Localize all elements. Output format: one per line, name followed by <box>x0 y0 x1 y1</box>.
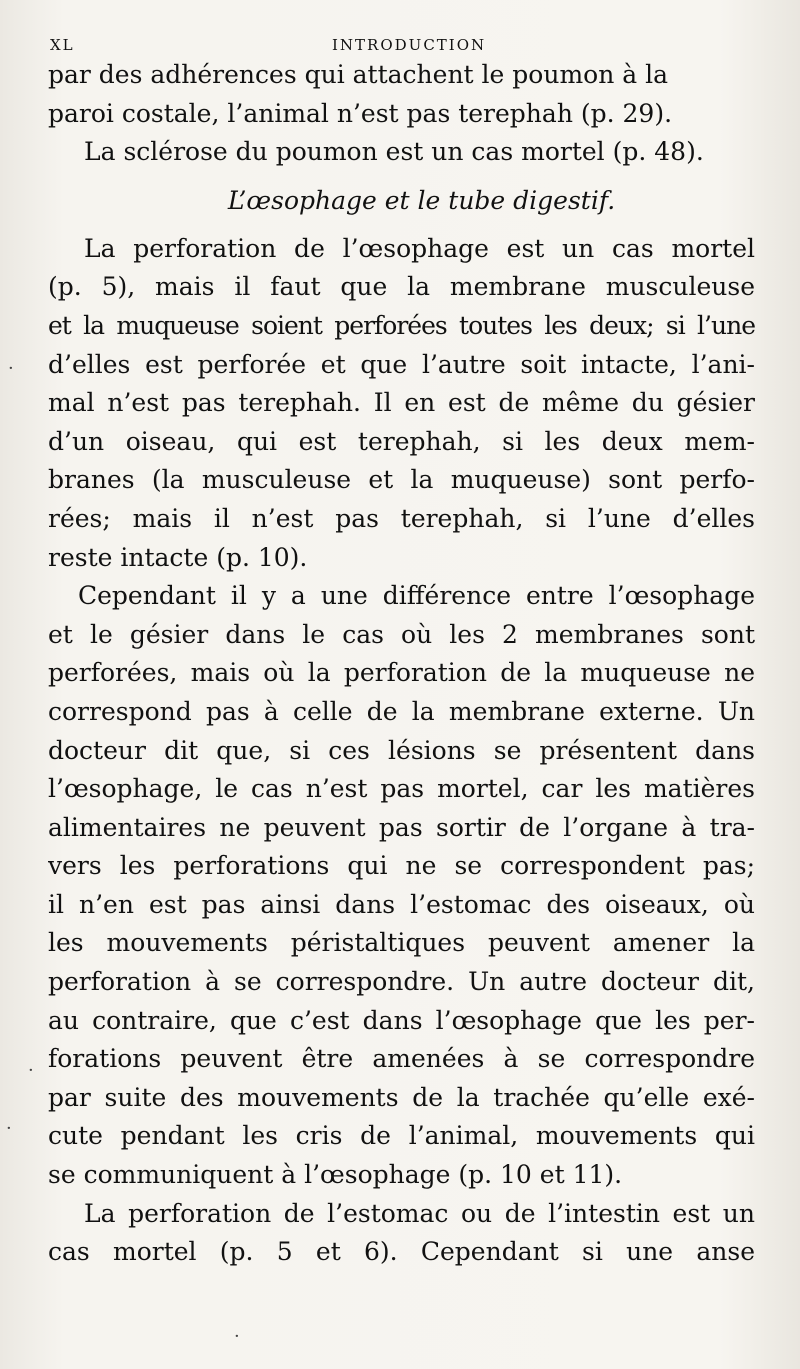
text-line: l’œsophage, le cas n’est pas mortel, car les matières <box>48 774 755 804</box>
text-line: et le gésier dans le cas où les 2 membranes sont <box>48 619 755 649</box>
text-line: paroi costale, l’animal n’est pas terephah (p. 29). <box>48 98 673 128</box>
running-title: INTRODUCTION <box>332 36 487 54</box>
text-line: La sclérose du poumon est un cas mortel (p. 48). <box>84 137 704 167</box>
margin-speck: · <box>6 1118 12 1139</box>
text-line: par des adhérences qui attachent le poumon à la <box>48 60 668 89</box>
text-line: d’un oiseau, qui est terephah, si les deux mem- <box>48 426 755 456</box>
text-line: (p. 5), mais il faut que la membrane musculeuse <box>48 272 755 302</box>
text-line: forations peuvent être amenées à se correspondre <box>48 1044 755 1074</box>
page-folio: XL <box>50 36 75 54</box>
text-line: docteur dit que, si ces lésions se présentent dans <box>48 735 755 765</box>
text-line: vers les perforations qui ne se correspondent pas; <box>48 851 755 881</box>
text-line: Cependant il y a une différence entre l’œsophage <box>78 581 755 611</box>
body-text <box>48 56 755 1272</box>
text-line: correspond pas à celle de la membrane externe. Un <box>48 696 755 726</box>
margin-speck: · <box>28 1060 34 1081</box>
text-line: perforation à se correspondre. Un autre docteur dit, <box>48 967 755 997</box>
section-heading: L’œsophage et le tube digestif. <box>227 185 616 215</box>
text-line: La perforation de l’œsophage est un cas mortel <box>84 233 755 263</box>
text-line: d’elles est perforée et que l’autre soit intacte, l’ani- <box>48 349 755 379</box>
text-line: au contraire, que c’est dans l’œsophage que les per- <box>48 1005 755 1035</box>
text-line: il n’en est pas ainsi dans l’estomac des oiseaux, où <box>48 889 755 919</box>
text-line: perforées, mais où la perforation de la muqueuse ne <box>48 658 755 688</box>
text-line: alimentaires ne peuvent pas sortir de l’organe à tra- <box>48 812 755 842</box>
text-line: et la muqueuse soient perforées toutes les deux; si l’une <box>48 310 755 340</box>
text-line: les mouvements péristaltiques peuvent amener la <box>48 928 755 958</box>
margin-speck: · <box>234 1326 240 1347</box>
text-line: La perforation de l’estomac ou de l’intestin est un <box>84 1198 755 1228</box>
text-line: cas mortel (p. 5 et 6). Cependant si une anse <box>48 1237 755 1267</box>
text-line: mal n’est pas terephah. Il en est de même du gésier <box>48 388 755 418</box>
margin-speck: · <box>8 358 14 379</box>
text-line: branes (la musculeuse et la muqueuse) sont perfo- <box>48 465 755 495</box>
text-line: cute pendant les cris de l’animal, mouvements qui <box>48 1121 755 1151</box>
text-line: par suite des mouvements de la trachée qu’elle exé- <box>48 1082 755 1112</box>
running-header <box>50 36 755 56</box>
text-line: se communiquent à l’œsophage (p. 10 et 11). <box>48 1160 623 1190</box>
text-line: rées; mais il n’est pas terephah, si l’une d’elles <box>48 503 755 533</box>
text-line: reste intacte (p. 10). <box>48 542 308 572</box>
